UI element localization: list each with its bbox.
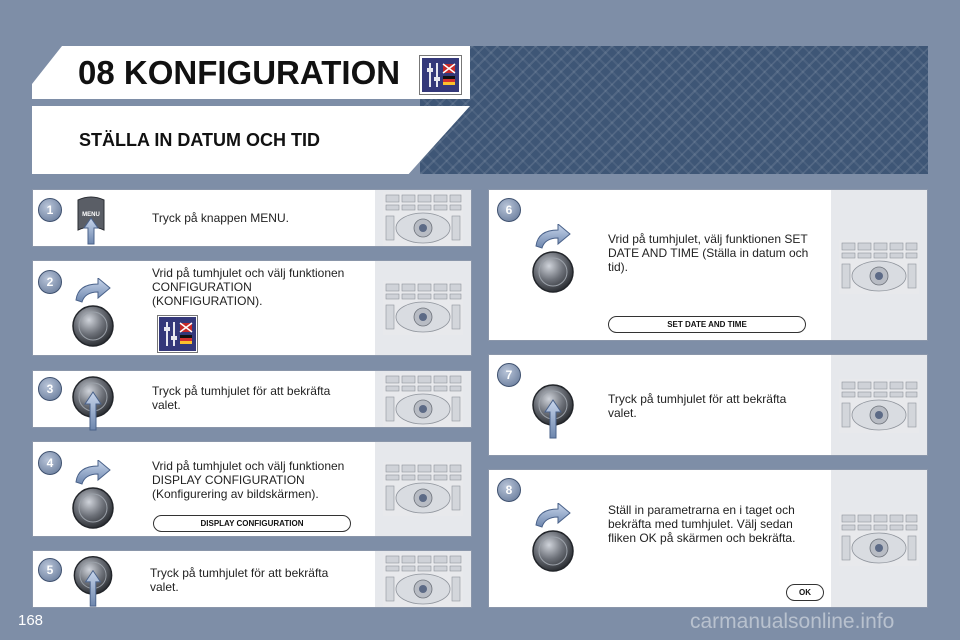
step-text: Vrid på tumhjulet och välj funktionen CONFIGURATION (KONFIGURATION). — [152, 266, 345, 308]
console-illustration — [375, 190, 471, 246]
console-icon — [383, 553, 463, 607]
watermark: carmanualsonline.info — [690, 610, 895, 633]
step-badge: 7 — [497, 363, 521, 387]
thumbwheel-press-icon — [68, 552, 118, 608]
set-date-and-time-pill: SET DATE AND TIME — [608, 316, 806, 333]
step-text: Ställ in parametrarna en i taget och bekräfta med tumhjulet. Välj sedan fliken OK på skärmen och bekräfta. — [608, 503, 796, 545]
console-illustration — [831, 355, 927, 455]
configuration-icon — [420, 56, 461, 94]
menu-button-label: MENU — [82, 212, 100, 218]
step-badge: 4 — [38, 451, 62, 475]
step-text: Vrid på tumhjulet och välj funktionen DISPLAY CONFIGURATION (Konfigurering av bildskärmen). — [152, 459, 345, 501]
console-illustration — [375, 442, 471, 536]
thumbwheel-rotate-icon — [528, 503, 578, 573]
step-badge: 5 — [38, 558, 62, 582]
step-text: Vrid på tumhjulet, välj funktionen SET DATE AND TIME (Ställa in datum och tid). — [608, 232, 809, 274]
console-icon — [839, 512, 919, 566]
configuration-icon — [158, 316, 197, 352]
page-title: 08 KONFIGURATION — [78, 54, 401, 91]
console-icon — [383, 462, 463, 516]
step-badge: 8 — [497, 478, 521, 502]
console-illustration — [375, 371, 471, 427]
step-text: Tryck på tumhjulet för att bekräfta valet. — [152, 384, 331, 412]
console-icon — [383, 281, 463, 335]
console-illustration — [831, 190, 927, 340]
step-badge: 6 — [497, 198, 521, 222]
thumbwheel-press-icon — [68, 372, 118, 432]
thumbwheel-press-icon — [528, 380, 578, 440]
step-badge: 2 — [38, 270, 62, 294]
thumbwheel-rotate-icon — [528, 224, 578, 294]
step-text: Tryck på tumhjulet för att bekräfta valet. — [608, 392, 787, 420]
section-title: STÄLLA IN DATUM OCH TID — [79, 130, 320, 150]
console-icon — [383, 373, 463, 427]
console-illustration — [375, 551, 471, 607]
console-illustration — [375, 261, 471, 355]
thumbwheel-rotate-icon — [68, 278, 118, 348]
step-text: Tryck på knappen MENU. — [152, 211, 289, 225]
console-icon — [839, 240, 919, 294]
step-badge: 3 — [38, 377, 62, 401]
menu-button-press-icon — [76, 194, 106, 246]
ok-pill: OK — [786, 584, 824, 601]
console-illustration — [831, 470, 927, 607]
page-number: 168 — [18, 612, 44, 629]
console-icon — [839, 379, 919, 433]
display-configuration-pill: DISPLAY CONFIGURATION — [153, 515, 351, 532]
thumbwheel-rotate-icon — [68, 460, 118, 530]
step-badge: 1 — [38, 198, 62, 222]
console-icon — [383, 192, 463, 246]
header-pattern — [420, 46, 928, 174]
step-text: Tryck på tumhjulet för att bekräfta valet. — [150, 566, 329, 594]
